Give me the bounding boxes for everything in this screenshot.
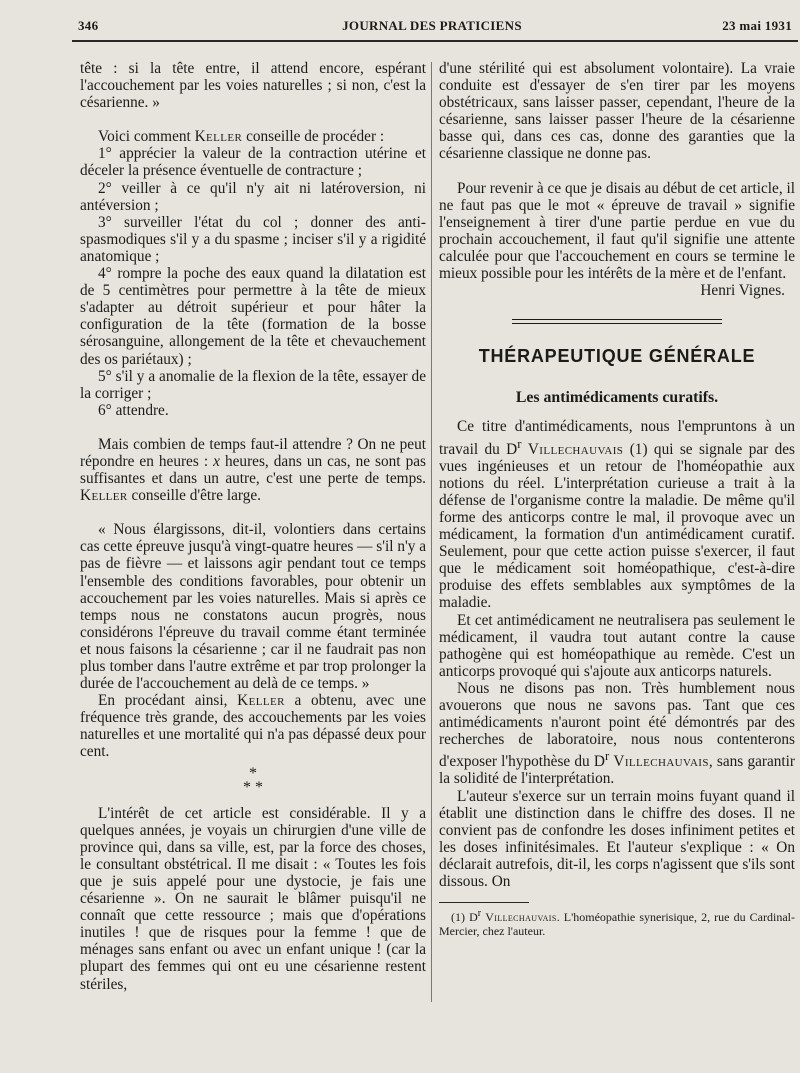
paragraph-results: En procédant ainsi, Keller a obtenu, avec une fréquence très grande, des accouchements par les voies naturelles et une mortalité qui n'a pas dépassé deux pour cent. — [80, 692, 426, 761]
header-rule — [72, 40, 798, 42]
paragraph-continuation: d'une stérilité qui est absolument volontaire). La vraie conduite est d'essayer de s'en tirer par les moyens obstétricaux, sans laisser passer, cependant, l'heure de la césarienne, sans laisser passer l'heure de la césarienne basse qui, dans ces cas, donne des garanties que la césarienne classique ne donne pas. — [439, 60, 795, 163]
paragraph-doses: L'auteur s'exerce sur un terrain moins fuyant quand il établit une distinction dans le chiffre des doses. Il ne convient pas de confondre les doses infiniment petites et les doses infinitésimales. Et l'auteur s'explique : « On déclarait autrefois, dit-il, les corps n'agissent que s'ils sont dissous. On — [439, 787, 795, 891]
paragraph-hypothesis: Nous ne disons pas non. Très humblement nous avouerons que nous ne savons pas. Tant que ces antimédicaments n'auront point été démontrés par des recherches de laboratoire, nous nous contenterons d'exposer l'hypothèse du $D^r$ Villechauvais, sans garantir la solidité de l'interprétation. — [439, 679, 796, 788]
step-item: 3° surveiller l'état du col ; donner des anti-spasmodiques s'il y a du spasme ; inciser s'il y a rigidité anatomique ; — [80, 213, 426, 265]
author-name-keller: Keller — [80, 487, 128, 505]
page-header — [72, 18, 792, 38]
section-double-rule — [512, 319, 722, 324]
footnote: (1) $D^r$ Villechauvais. L'homéopathie synerisique, 2, rue du Cardinal-Mercier, chez l'auteur. — [439, 908, 795, 939]
step-item: 6° attendre. — [98, 401, 169, 419]
author-name-keller: Keller — [237, 692, 285, 710]
author-name-villechauvais: Villechauvais — [527, 440, 624, 458]
journal-title: JOURNAL DES PRATICIENS — [342, 18, 522, 33]
section-separator-stars: * * * — [243, 764, 263, 796]
paragraph-antimedicaments: Ce titre d'antimédicaments, nous l'empruntons à un travail du $D^r$ Villechauvais (1) qui se signale par des vues ingénieuses et un retour de l'homéopathie aux notions du réel. L'interprétation curieuse a trait à la défense de l'organisme contre la maladie. De même qu'il forme des anticorps contre le mal, il provoque avec un médicament, la formation d'un antimédicament curatif. Seulement, pour que cette action puisse s'exercer, il faut que le médicament soit homéopathique, c'est-à-dire produise des effets semblables aux symptômes de la maladie. — [439, 418, 795, 612]
step-item: 1° apprécier la valeur de la contraction utérine et déceler la présence éventuelle de contracture ; — [80, 145, 426, 180]
paragraph-how-long: Mais combien de temps faut-il attendre ? On ne peut répondre en heures : x heures, dans un cas, ne sont pas suffisantes et dans un autre, c'est une perte de temps. Keller conseille d'être large. — [80, 435, 426, 505]
paragraph-quote: « Nous élargissons, dit-il, volontiers dans certains cas cette épreuve jusqu'à vingt-quatre heures — s'il n'y a pas de fièvre — et laissons agir pendant tout ce temps l'ensemble des conditions favorables, pour obtenir un accouchement par les voies naturelles. Mais si après ce temps nous ne constatons aucun progrès, nous considérons l'épreuve du travail comme étant terminée et nous faisons la césarienne ; car il ne faudrait pas non plus tomber dans l'autre extrême et par trop prolonger la durée de l'accouchement au delà de ce temps. » — [80, 521, 426, 693]
paragraph-conclusion: Pour revenir à ce que je disais au début de cet article, il ne faut pas que le mot « épreuve de travail » signifie l'enseignement à tirer d'une partie perdue en vue du prochain accouchement, il faut qu'il signifie une attente calculée pour que l'accouchement en cours se termine le mieux possible pour les intérêts de la mère et de l'enfant. — [439, 179, 795, 283]
step-item: 4° rompre la poche des eaux quand la dilatation est de 5 centimètres pour permettre à la tête de mieux s'adapter au détroit supérieur et pour hâter la configuration de la tête (formation de la bosse sérosanguine, allongement de la tête et chevauchement des os pariétaux) ; — [80, 265, 426, 368]
author-signature: Henri Vignes. — [700, 282, 785, 300]
column-divider — [431, 62, 432, 1002]
footnote-rule — [439, 902, 529, 903]
left-column — [80, 60, 426, 993]
author-name-keller: Keller — [194, 128, 243, 146]
author-name-villechauvais: Villechauvais — [485, 910, 557, 925]
article-subtitle: Les antimédicaments curatifs. — [515, 389, 719, 407]
step-item: 5° s'il y a anomalie de la flexion de la tête, essayer de la corriger ; — [80, 367, 426, 402]
paragraph-commentary: L'intérêt de cet article est considérable. Il y a quelques années, je voyais un chirurgien d'une ville de province qui, dans sa ville, est, par la force des choses, le consultant obstétrical. Il me disait : « Toutes les fois que je suis appelé pour une dystocie, je fais une césarienne ». On ne saurait le blâmer puisqu'il ne connaît que cette ressource ; mais que d'opérations inutiles ! que de risques pour la femme ! que de ménages sans enfant ou avec un enfant unique ! (car la plupart des femmes qui ont eu une césarienne restent stériles, — [80, 804, 426, 993]
right-column — [439, 60, 795, 938]
paragraph-continuation: tête : si la tête entre, il attend encore, espérant l'accouchement par les voies naturelles ; si non, c'est la césarienne. » — [80, 60, 426, 112]
paragraph-anticorps: Et cet antimédicament ne neutralisera pas seulement le médicament, il vaudra tout autant contre la cause pathogène qui est homéopathique au remède. C'est un anticorps provoqué qui s'ajoute aux anticorps naturels. — [439, 611, 795, 680]
paragraph-keller-intro: Voici comment Keller conseille de procéder : — [98, 128, 385, 146]
issue-date: 23 mai 1931 — [722, 18, 792, 33]
section-title: THÉRAPEUTIQUE GÉNÉRALE — [478, 346, 756, 367]
page-number: 346 — [78, 18, 99, 33]
author-name-villechauvais: Villechauvais — [613, 753, 709, 771]
step-item: 2° veiller à ce qu'il n'y ait ni latéroversion, ni antéversion ; — [80, 179, 426, 214]
